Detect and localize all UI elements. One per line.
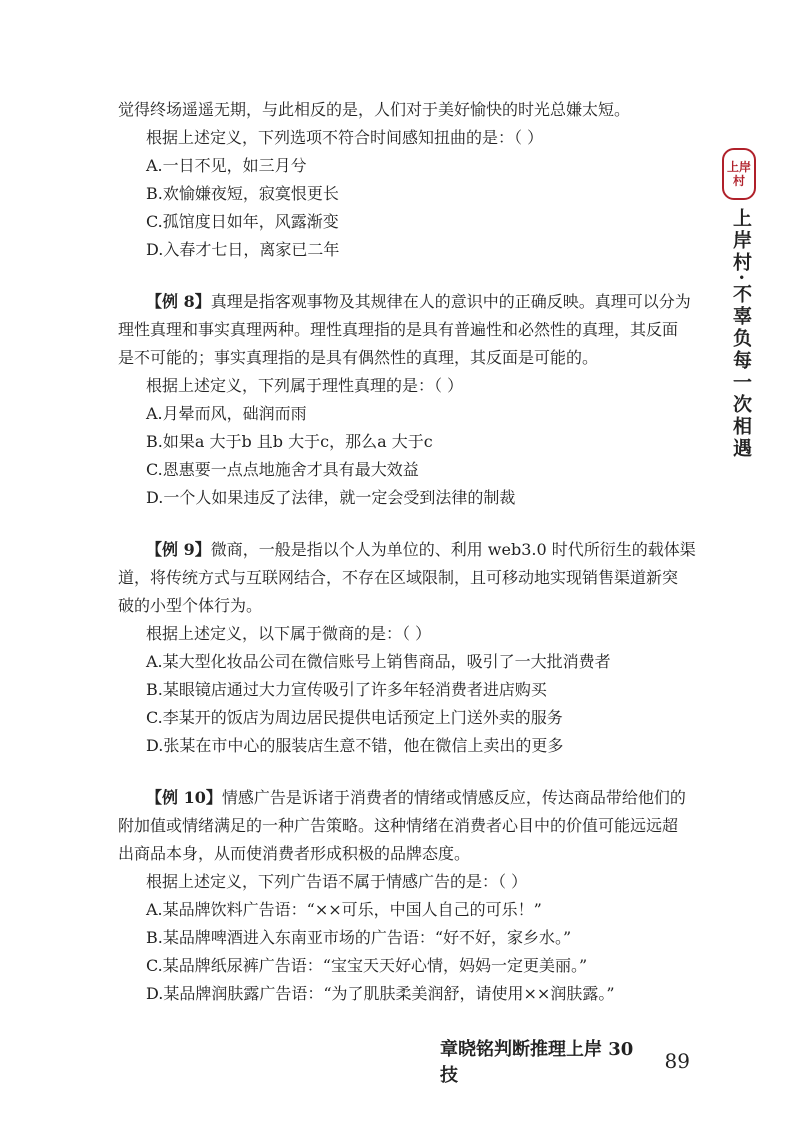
example-10-line-2: 附加值或情绪满足的一种广告策略。这种情绪在消费者心目中的价值可能远远超	[118, 816, 679, 835]
example-9	[118, 536, 696, 760]
seal-top-text: 上岸	[726, 160, 751, 174]
example-8-line-2: 理性真理和事实真理两种。理性真理指的是具有普遍性和必然性的真理，其反面	[118, 320, 679, 339]
example-9-option-a: A.某大型化妆品公司在微信账号上销售商品，吸引了一大批消费者	[146, 652, 611, 671]
example-10-option-d: D.某品牌润肤露广告语：“为了肌肤柔美润舒，请使用××润肤露。”	[146, 984, 615, 1003]
example-8-line-1	[118, 288, 693, 316]
page-number: 89	[664, 1049, 690, 1073]
example-9-option-b: B.某眼镜店通过大力宣传吸引了许多年轻消费者进店购买	[146, 680, 547, 699]
example-8-question: 根据上述定义，下列属于理性真理的是：（ ）	[146, 376, 464, 395]
page-footer	[440, 1039, 690, 1086]
example-9-option-c: C.李某开的饭店为周边居民提供电话预定上门送外卖的服务	[146, 708, 563, 727]
example-10-line-1	[118, 784, 693, 812]
intro-option-a: A.一日不见，如三月兮	[146, 156, 307, 175]
intro-question: 根据上述定义，下列选项不符合时间感知扭曲的是：（ ）	[146, 128, 544, 147]
example-10-option-a: A.某品牌饮料广告语：“××可乐，中国人自己的可乐！”	[146, 900, 542, 919]
example-8-option-b: B.如果a 大于b 且b 大于c，那么a 大于c	[146, 432, 433, 451]
example-9-option-d: D.张某在市中心的服装店生意不错，他在微信上卖出的更多	[146, 736, 564, 755]
intro-block	[118, 96, 693, 264]
example-9-text-1: 微商，一般是指以个人为单位的、利用 web3.0 时代所衍生的载体渠	[210, 540, 696, 559]
footer-book-title: 章晓铭判断推理上岸 30 技	[440, 1039, 634, 1086]
example-8	[118, 288, 693, 512]
intro-option-b: B.欢愉嫌夜短，寂寞恨更长	[146, 184, 339, 203]
example-10-option-b: B.某品牌啤酒进入东南亚市场的广告语：“好不好，家乡水。”	[146, 928, 572, 947]
example-8-option-a: A.月晕而风，础润而雨	[146, 404, 307, 423]
example-9-line-3: 破的小型个体行为。	[118, 596, 263, 615]
example-8-option-c: C.恩惠要一点点地施舍才具有最大效益	[146, 460, 419, 479]
seal-stamp-icon	[722, 148, 756, 200]
example-9-line-1	[118, 536, 696, 564]
intro-option-d: D.入春才七日，离家已二年	[146, 240, 340, 259]
seal-bottom-text: 村	[732, 174, 745, 188]
example-10-question: 根据上述定义，下列广告语不属于情感广告的是：（ ）	[146, 872, 528, 891]
example-8-text-1: 真理是指客观事物及其规律在人的意识中的正确反映。真理可以分为	[210, 292, 691, 311]
example-8-line-3: 是不可能的；事实真理指的是具有偶然性的真理，其反面是可能的。	[118, 348, 599, 367]
intro-option-c: C.孤馆度日如年，风露渐变	[146, 212, 339, 231]
example-8-option-d: D.一个人如果违反了法律，就一定会受到法律的制裁	[146, 488, 516, 507]
example-8-label: 【例 8】	[146, 292, 211, 311]
sidebar-slogan: 上岸村·不辜负每一次相遇	[730, 208, 752, 460]
intro-continuation: 觉得终场遥遥无期，与此相反的是，人们对于美好愉快的时光总嫌太短。	[118, 100, 631, 119]
example-10-label: 【例 10】	[146, 788, 222, 807]
example-10-option-c: C.某品牌纸尿裤广告语：“宝宝天天好心情，妈妈一定更美丽。”	[146, 956, 588, 975]
example-10-text-1: 情感广告是诉诸于消费者的情绪或情感反应，传达商品带给他们的	[221, 788, 686, 807]
example-9-question: 根据上述定义，以下属于微商的是：（ ）	[146, 624, 432, 643]
example-10	[118, 784, 693, 1008]
example-9-line-2: 道，将传统方式与互联网结合，不存在区域限制，且可移动地实现销售渠道新突	[118, 568, 679, 587]
example-10-line-3: 出商品本身，从而使消费者形成积极的品牌态度。	[118, 844, 471, 863]
main-text	[118, 96, 696, 1032]
example-9-label: 【例 9】	[146, 540, 211, 559]
